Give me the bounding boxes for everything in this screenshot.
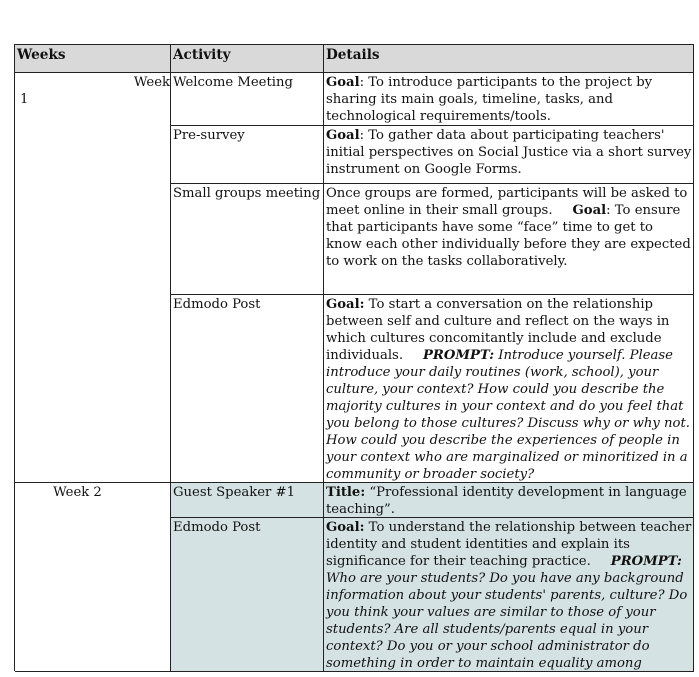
prompt-text: Who are your students? Do you have any background information about your students' parents, culture? Do you think your values are similar to those of your students? Are all students/parents equal in your context? Do you or your school administrator do something in order to maintain equality among (326, 571, 688, 671)
activity-guest-speaker (171, 483, 324, 518)
activity-text: Guest Speaker #1 (173, 485, 295, 500)
week2-label: Week 2 (53, 485, 102, 500)
goal-text: : To gather data about participating teachers' initial perspectives on Social Justice via a short survey instrument on Google Forms. (326, 128, 692, 177)
activity-text: Small groups meeting (173, 186, 321, 201)
prompt-label: PROMPT: (423, 348, 495, 363)
week2-label-cell (15, 483, 171, 672)
schedule-table (14, 44, 694, 671)
prompt-text: Introduce yourself. Please introduce your daily routines (work, school), your culture, your context? How could you describe the majority cultures in your context and do you feel that you belong to those cultures? Discuss why or why not. How could you describe the experiences of people in your context who are marginalized or minoritized in a community or broader society? (326, 348, 690, 482)
goal-label: Goal (326, 75, 360, 90)
goal-label: Goal: (326, 520, 365, 535)
goal-label: Goal: (326, 297, 365, 312)
goal-text: : To introduce participants to the project by sharing its main goals, timeline, tasks, and technological requirements/tools. (326, 75, 653, 124)
activity-edmodo-post-week1 (171, 295, 324, 483)
activity-text: Pre-survey (173, 128, 245, 143)
goal-label: Goal (326, 128, 360, 143)
title-text: “Professional identity development in language teaching”. (326, 485, 687, 517)
details-guest-speaker (324, 483, 694, 518)
goal-label: Goal (572, 203, 607, 218)
activity-text: Welcome Meeting (173, 75, 293, 90)
goal-text: To start a conversation on the relationship between self and culture and reflect on the ways in which cultures concomitantly include and exclude individuals. (326, 297, 670, 363)
prompt-label: PROMPT: (610, 554, 682, 569)
details-edmodo-post-week1 (324, 295, 694, 483)
header-weeks-text: Weeks (17, 47, 66, 63)
header-details (324, 45, 694, 73)
goal-text: : To ensure that participants have some “face” time to get to know each other individually before they are expected to work on the tasks collaboratively. (326, 203, 691, 269)
header-details-text: Details (326, 47, 380, 63)
goal-text: To understand the relationship between teacher identity and student identities and explain its significance for their teaching practice. (326, 520, 692, 569)
activity-pre-survey (171, 126, 324, 184)
activity-text: Edmodo Post (173, 297, 261, 312)
week1-label-word: Week (133, 75, 170, 90)
activity-text: Edmodo Post (173, 520, 261, 535)
details-welcome-meeting (324, 73, 694, 126)
title-label: Title: (326, 485, 366, 500)
intro-text: Once groups are formed, participants will be asked to meet online in their small groups. (326, 186, 688, 218)
header-weeks (15, 45, 171, 73)
week1-label-cell (15, 73, 171, 483)
activity-small-groups-meeting (171, 184, 324, 295)
details-edmodo-post-week2 (324, 518, 694, 672)
header-activity (171, 45, 324, 73)
header-activity-text: Activity (173, 47, 231, 63)
activity-welcome-meeting (171, 73, 324, 126)
details-small-groups-meeting (324, 184, 694, 295)
details-pre-survey (324, 126, 694, 184)
week1-label-number: 1 (20, 92, 29, 107)
activity-edmodo-post-week2 (171, 518, 324, 672)
